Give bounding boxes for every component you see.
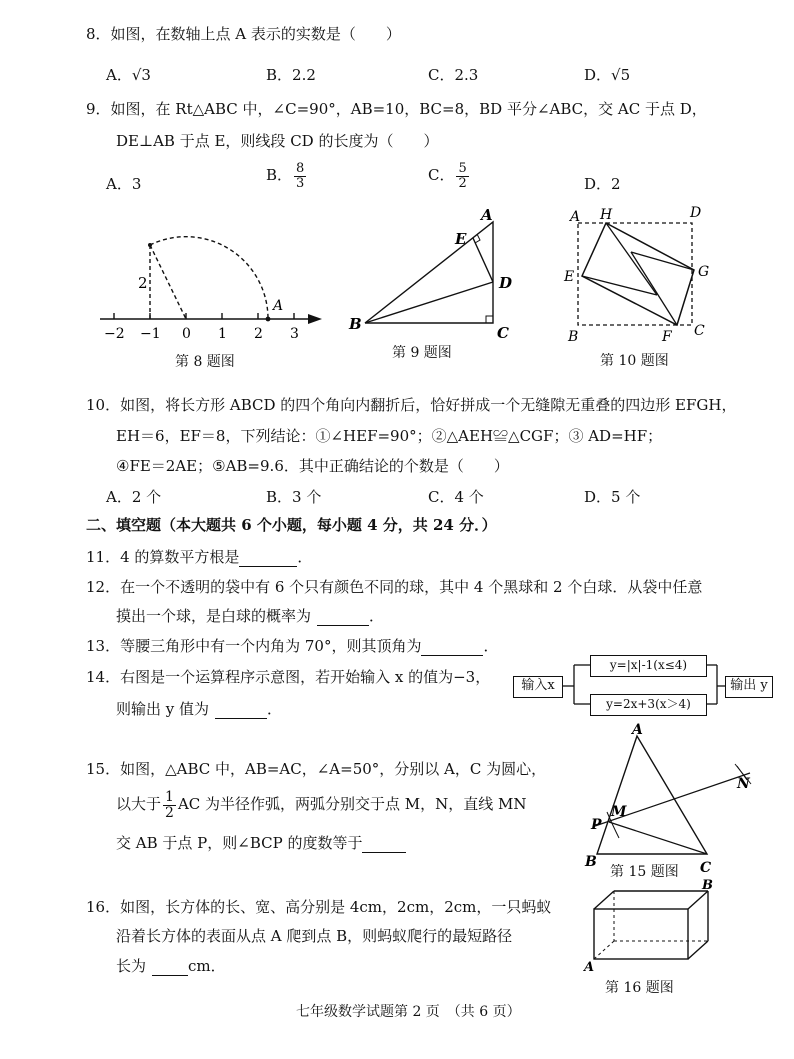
fig10-label: A (570, 209, 581, 225)
fig8-tick-label: 0 (182, 326, 191, 342)
fig9-label: B (349, 315, 362, 333)
q9-option-a: A．3 (106, 175, 142, 193)
fig16-cuboid (580, 878, 720, 975)
q8-stem: 8．如图，在数轴上点 A 表示的实数是（ ） (86, 25, 401, 43)
fig8-point-a: A (273, 298, 284, 314)
q12-line2: 摸出一个球，是白球的概率为 ． (116, 607, 385, 625)
fig15-label: A (632, 722, 643, 738)
q14-output-box: 输出 y (725, 676, 773, 698)
fig15-label: N (737, 776, 750, 792)
fig10-rectangle (560, 203, 710, 345)
fig15-label: B (585, 854, 597, 870)
fig8-tick-label: −2 (104, 326, 125, 342)
fig8-tick-label: 1 (218, 326, 227, 342)
q8-option-d: D．√5 (584, 66, 631, 84)
fig10-label: E (564, 269, 575, 285)
fig9-label: A (481, 206, 493, 224)
q11-text: 11．4 的算数平方根是 ． (86, 548, 313, 566)
fig10-label: D (690, 205, 702, 221)
fig8-tick-label: −1 (140, 326, 161, 342)
q14-line2: 则输出 y 值为 ． (116, 700, 283, 718)
q14-top-formula-box: y=|x|-1(x≤4) (590, 655, 707, 677)
page-footer: 七年级数学试题第 2 页 （共 6 页） (296, 1004, 521, 1020)
q15-line1: 15．如图，△ABC 中，AB=AC，∠A=50°，分别以 A，C 为圆心， (86, 760, 547, 778)
fig15-caption: 第 15 题图 (610, 864, 679, 880)
fig10-label: G (698, 264, 710, 280)
q8-option-c: C．2.3 (428, 66, 479, 84)
q9-option-c: C． $\frac{5}{2}$ (428, 161, 467, 191)
fig15-triangle (585, 722, 765, 878)
fig8-tick-label: 3 (290, 326, 299, 342)
q9-option-d: D．2 (584, 175, 621, 193)
section-heading: 二、填空题（本大题共 6 个小题，每小题 4 分，共 24 分．） (86, 516, 497, 534)
fig9-label: D (499, 274, 513, 292)
fig8-number-line (100, 230, 330, 340)
q16-line2: 沿着长方体的表面从点 A 爬到点 B，则蚂蚁爬行的最短路径 (116, 927, 513, 945)
fig9-triangle (345, 206, 525, 342)
q12-line1: 12．在一个不透明的袋中有 6 个只有颜色不同的球，其中 4 个黑球和 2 个白球．从袋中任意 (86, 578, 703, 596)
fig8-caption: 第 8 题图 (175, 354, 235, 370)
fig16-caption: 第 16 题图 (605, 980, 674, 996)
fig15-label: P (591, 817, 602, 833)
q9-line1: 9．如图，在 Rt△ABC 中，∠C=90°，AB=10，BC=8，BD 平分∠ABC，交 AC 于点 D， (86, 100, 707, 118)
q14-line1: 14．右图是一个运算程序示意图，若开始输入 x 的值为−3， (86, 668, 491, 686)
fig10-label: H (600, 207, 613, 223)
fig9-label: E (455, 230, 467, 248)
q10-line1: 10．如图，将长方形 ABCD 的四个角向内翻折后，恰好拼成一个无缝隙无重叠的四边形 EFGH， (86, 396, 737, 414)
q9-option-b: B． $\frac{8}{3}$ (266, 161, 305, 191)
fig8-seg-label: 2 (138, 274, 148, 292)
q10-option-d: D．5 个 (584, 488, 641, 506)
q15-line3: 交 AB 于点 P，则∠BCP 的度数等于 (116, 834, 406, 853)
q8-option-b: B．2.2 (266, 66, 316, 84)
q16-line1: 16．如图，长方体的长、宽、高分别是 4cm，2cm，2cm，一只蚂蚁 (86, 898, 552, 916)
q10-line2: EH＝6，EF＝8，下列结论：①∠HEF=90°；②△AEH≌△CGF；③ AD=HF； (116, 427, 663, 445)
q14-input-box: 输入x (513, 676, 563, 698)
fig16-label: A (584, 960, 595, 975)
q9-line2: DE⊥AB 于点 E，则线段 CD 的长度为（ ） (116, 132, 439, 150)
q8-option-a: A．√3 (106, 66, 151, 84)
fig10-caption: 第 10 题图 (600, 353, 669, 369)
q10-option-c: C．4 个 (428, 488, 484, 506)
q10-line3: ④FE＝2AE；⑤AB=9.6．其中正确结论的个数是（ ） (116, 457, 509, 475)
fig9-caption: 第 9 题图 (392, 345, 452, 361)
q10-option-b: B．3 个 (266, 488, 322, 506)
fig9-label: C (497, 324, 509, 342)
q15-line2: 以大于 $\frac{1}{2}$ AC 为半径作弧，两弧分别交于点 M，N，直线 MN (116, 789, 527, 821)
fig16-label: B (702, 878, 713, 893)
fig10-label: B (568, 329, 579, 345)
q16-line3: 长为 cm． (116, 957, 226, 975)
q14-bottom-formula-box: y=2x+3(x＞4) (590, 694, 707, 716)
fig15-label: M (611, 804, 627, 820)
fig8-tick-label: 2 (254, 326, 263, 342)
fig15-label: C (700, 860, 712, 876)
q10-option-a: A．2 个 (106, 488, 162, 506)
fig10-label: C (694, 323, 705, 339)
q13-text: 13．等腰三角形中有一个内角为 70°，则其顶角为 ． (86, 637, 499, 655)
fig10-label: F (662, 329, 672, 345)
